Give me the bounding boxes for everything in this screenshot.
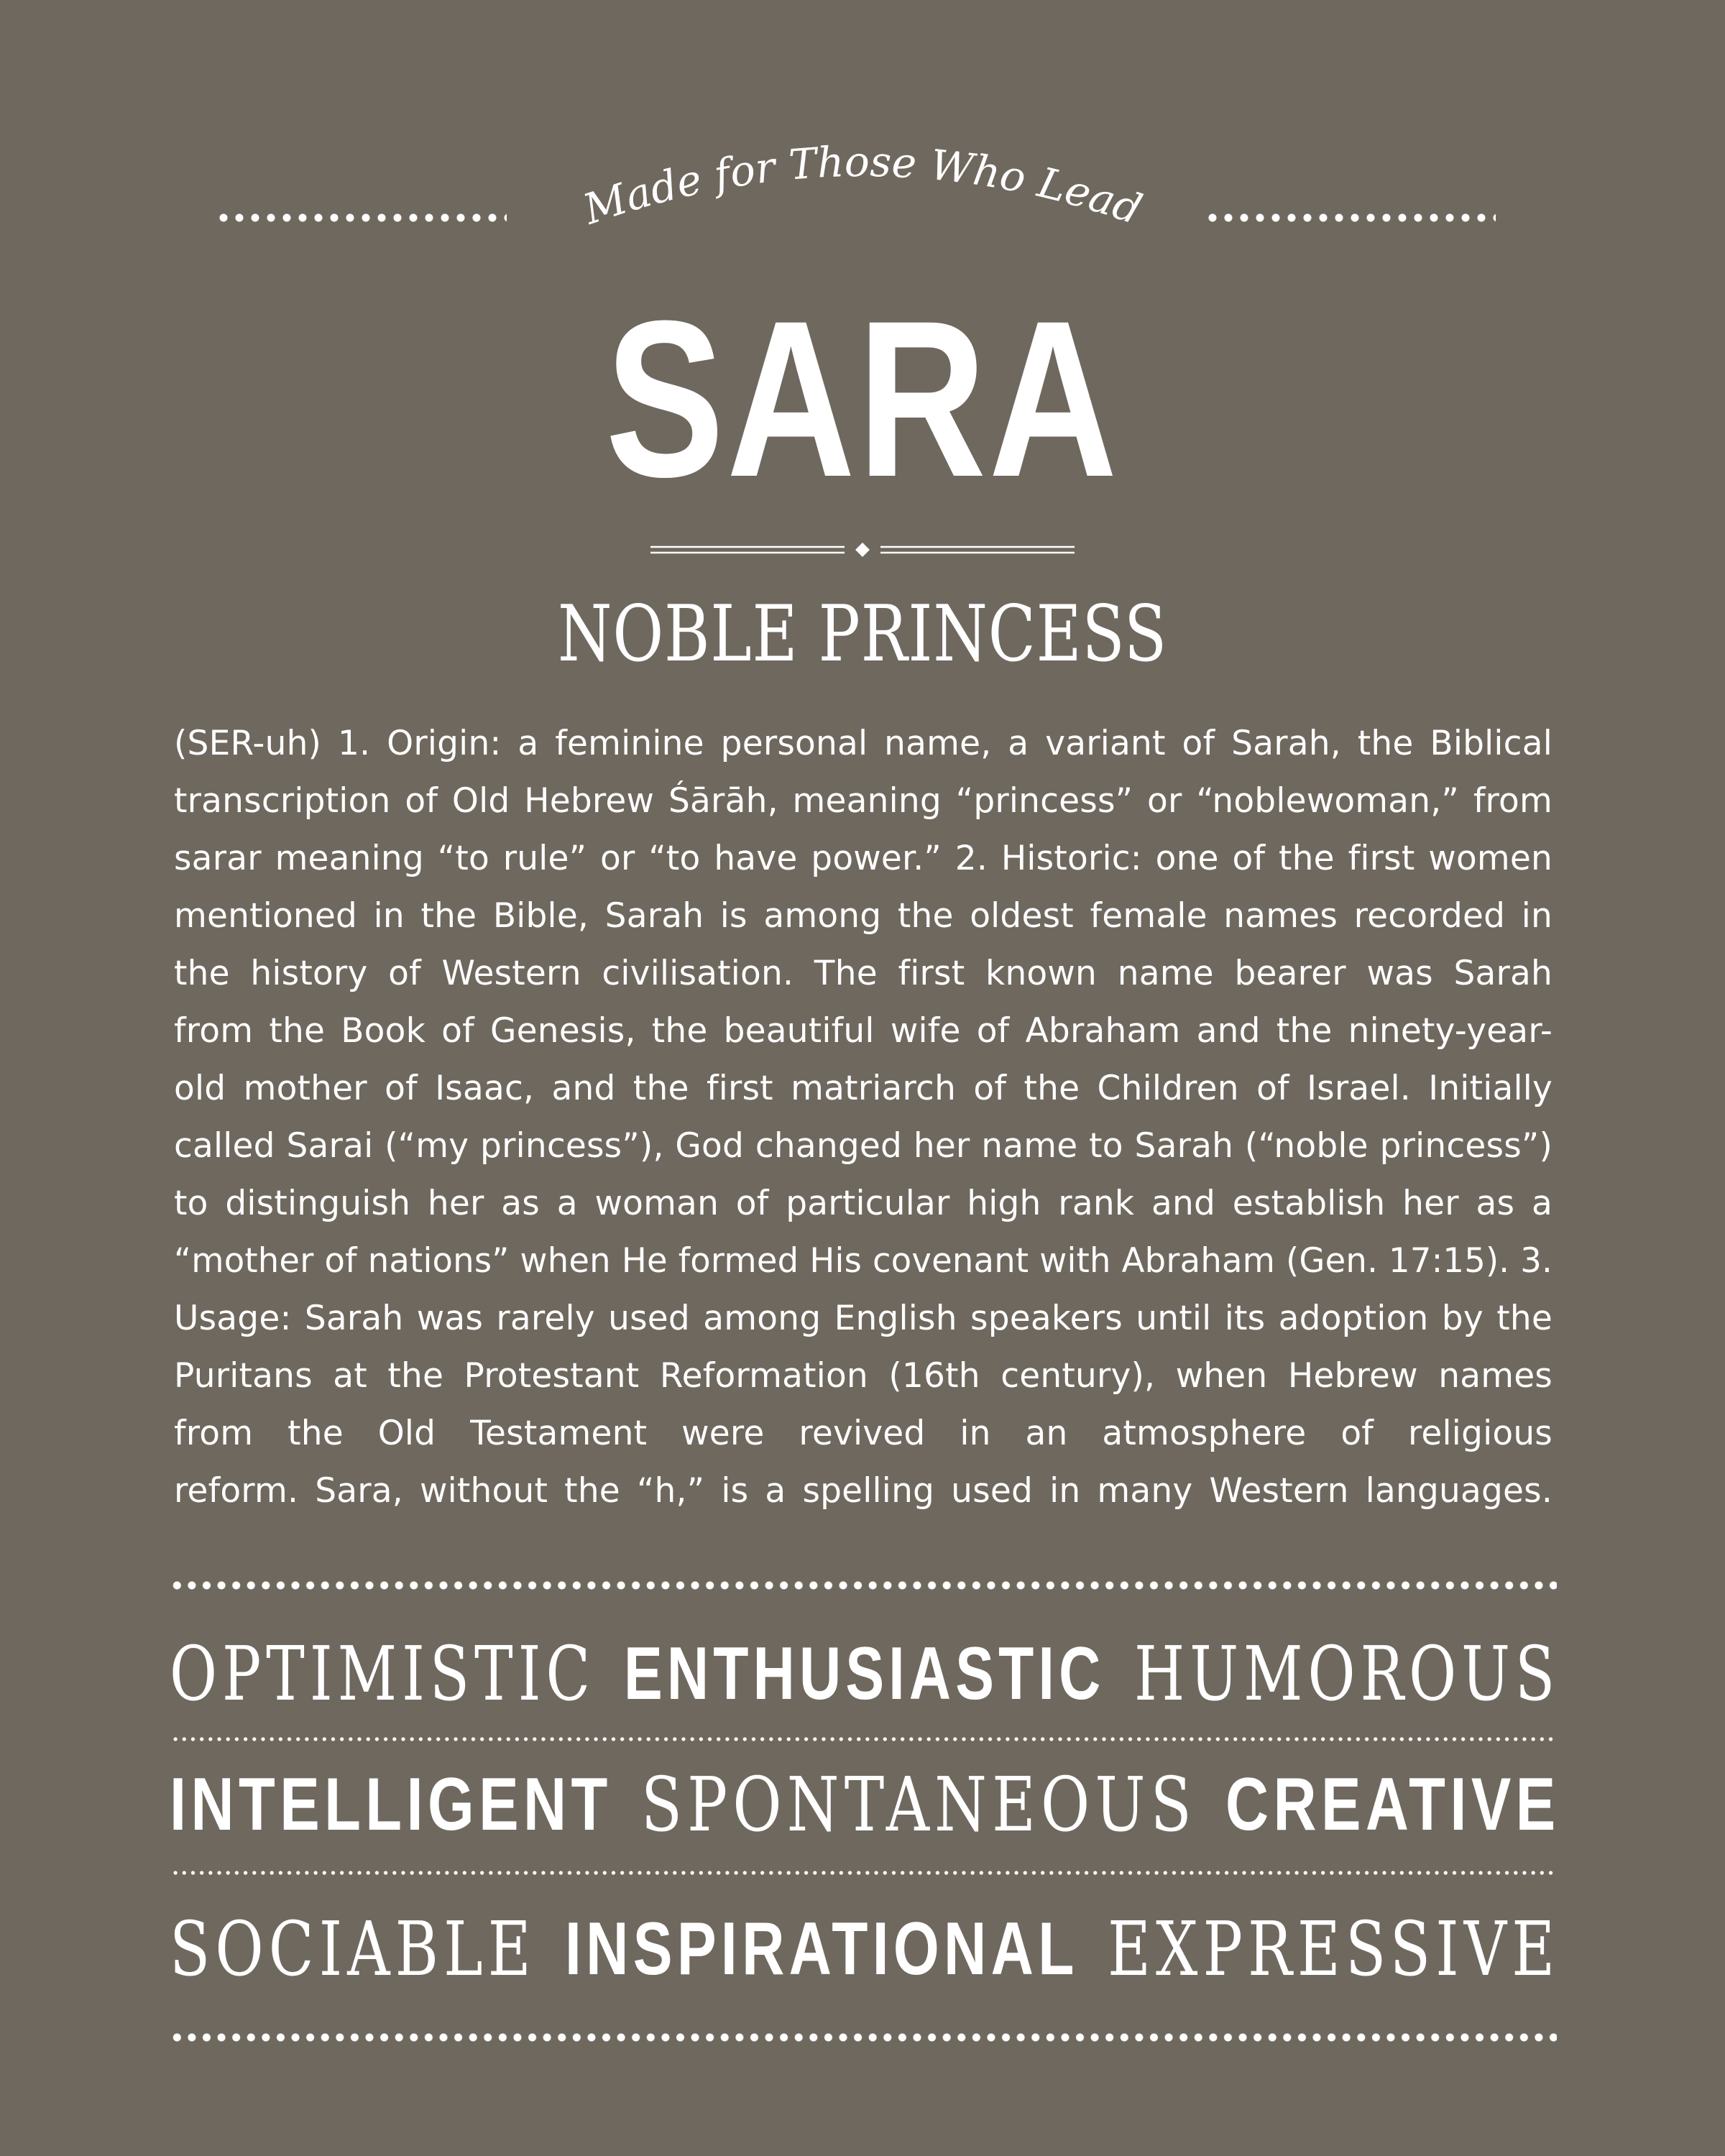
trait-word: SPONTANEOUS <box>640 1761 1197 1848</box>
bottom-dotted-rule <box>170 2032 1557 2043</box>
definition-line: reform. Sara, without the “h,” is a spelling used in many Western languages. <box>174 1471 1552 1511</box>
trait-word: INSPIRATIONAL <box>565 1907 1079 1991</box>
upper-dotted-rule <box>170 1580 1557 1591</box>
definition-line: “mother of nations” when He formed His covenant with Abraham (Gen. 17:15). 3. <box>174 1241 1552 1281</box>
trait-word: OPTIMISTIC <box>170 1630 596 1718</box>
definition-line: transcription of Old Hebrew Śārāh, meaning “princess” or “noblewoman,” from <box>174 781 1552 821</box>
definition-line: mentioned in the Bible, Sarah is among the oldest female names recorded in <box>174 896 1552 936</box>
definition-line: called Sarai (“my princess”), God changed her name to Sarah (“noble princess”) <box>174 1126 1552 1166</box>
definition-line: from the Old Testament were revived in an atmosphere of religious <box>174 1414 1552 1453</box>
trait-word: ENTHUSIASTIC <box>624 1632 1105 1715</box>
tagline-arc <box>546 108 1179 252</box>
ornament-divider <box>650 540 1075 559</box>
trait-word: EXPRESSIVE <box>1107 1905 1560 1993</box>
definition-paragraph <box>174 715 1552 1527</box>
trait-word: HUMOROUS <box>1133 1630 1560 1718</box>
definition-line: from the Book of Genesis, the beautiful wife of Abraham and the ninety-year- <box>174 1011 1552 1051</box>
definition-line: (SER-uh) 1. Origin: a feminine personal name, a variant of Sarah, the Biblical <box>174 724 1552 763</box>
tagline-text: Made for Those Who Lead <box>577 137 1148 234</box>
tagline <box>576 137 1147 234</box>
name-meaning: NOBLE PRINCESS <box>558 589 1167 679</box>
trait-word: INTELLIGENT <box>170 1763 612 1846</box>
name-title: SARA <box>605 274 1120 523</box>
thin-dotted-rule <box>171 1736 1554 1742</box>
trait-word: CREATIVE <box>1225 1763 1560 1846</box>
definition-line: Puritans at the Protestant Reformation (16th century), when Hebrew names <box>174 1356 1552 1396</box>
top-left-dotted-rule <box>216 213 507 223</box>
trait-row-3 <box>170 1902 1560 1996</box>
top-right-dotted-rule <box>1205 213 1496 223</box>
diamond-icon <box>855 543 870 557</box>
definition-line: to distinguish her as a woman of particular high rank and establish her as a <box>174 1184 1552 1223</box>
thin-dotted-rule <box>171 1870 1554 1876</box>
trait-word: SOCIABLE <box>170 1905 536 1993</box>
trait-row-1 <box>170 1627 1560 1720</box>
trait-row-2 <box>170 1758 1560 1851</box>
definition-line: old mother of Isaac, and the first matriarch of the Children of Israel. Initially <box>174 1069 1552 1108</box>
definition-line: Usage: Sarah was rarely used among English speakers until its adoption by the <box>174 1299 1552 1338</box>
definition-line: sarar meaning “to rule” or “to have power.” 2. Historic: one of the first women <box>174 839 1552 878</box>
definition-line: the history of Western civilisation. The first known name bearer was Sarah <box>174 954 1552 993</box>
